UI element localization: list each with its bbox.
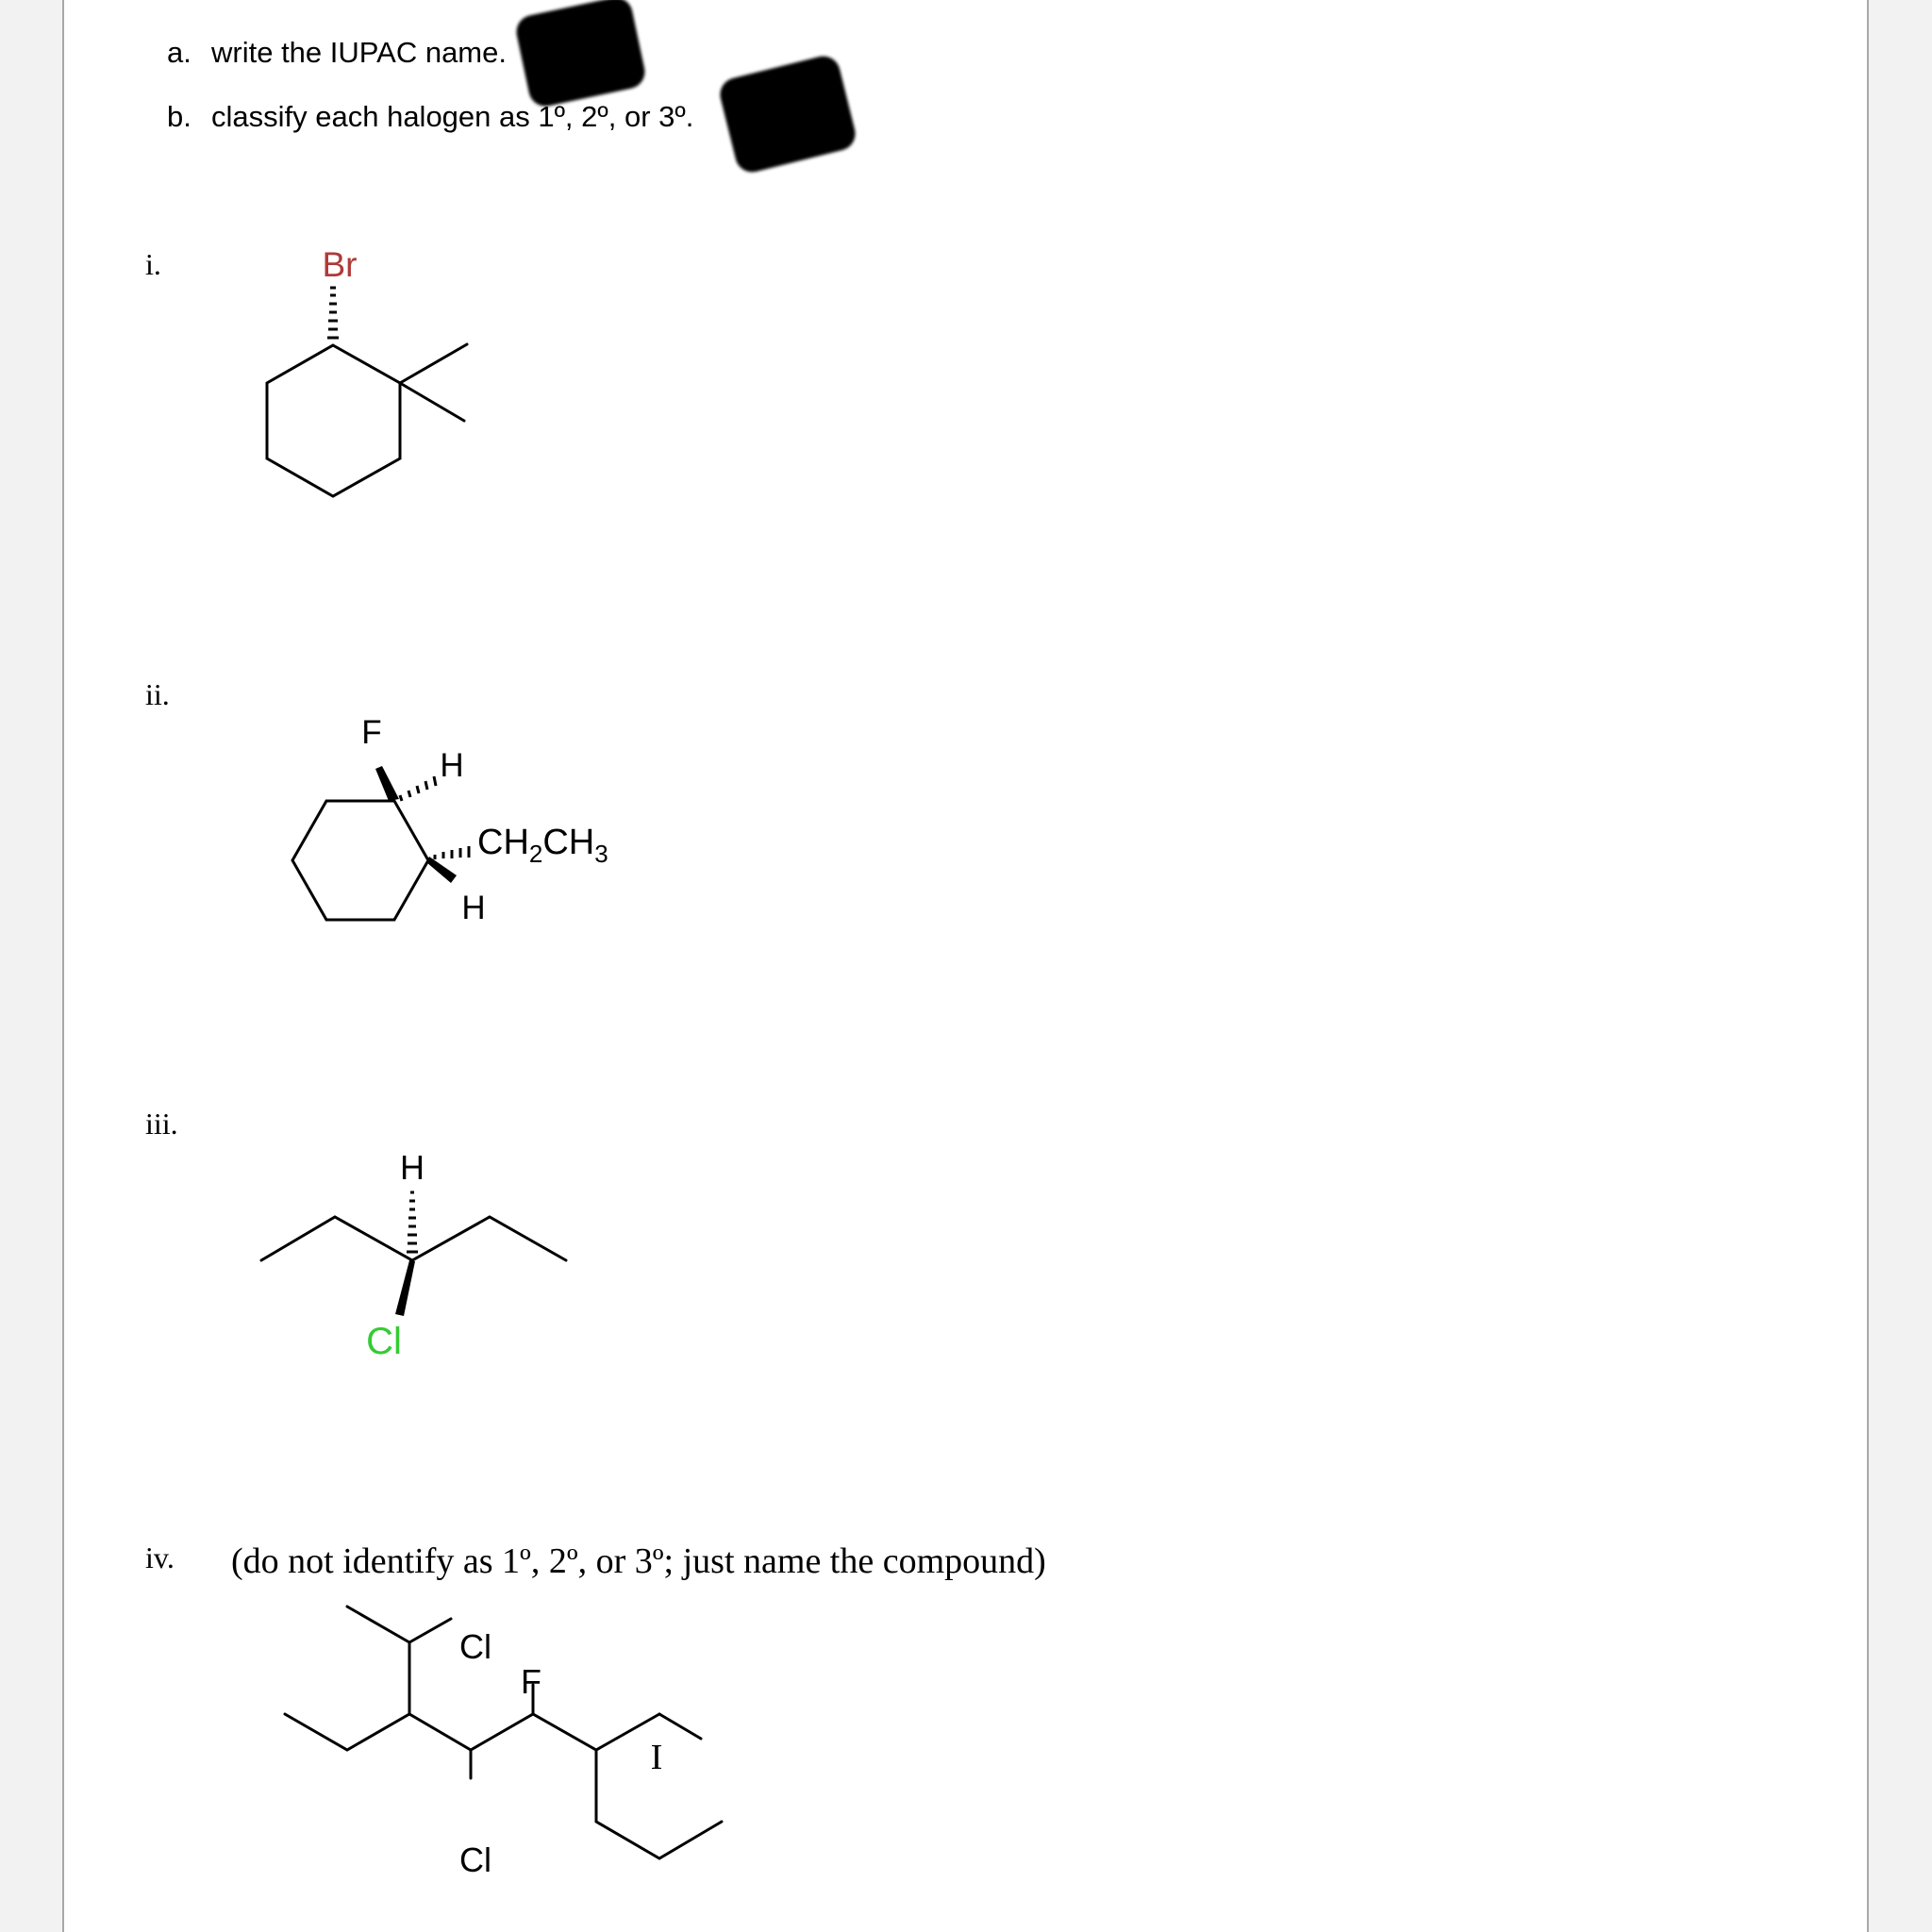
problem-number-ii: ii. [145,677,170,711]
chloro-bond-upper [409,1619,451,1642]
problem-number-iii: iii. [145,1107,178,1141]
atom-label-f: F [521,1662,541,1701]
atom-label-h: H [400,1148,425,1187]
atom-label-cl-lower: Cl [459,1840,491,1879]
problem-iv-note: (do not identify as 1º, 2º, or 3º; just name the compound) [231,1541,1046,1581]
atom-label-cl: Cl [366,1321,402,1362]
instruction-b-text: classify each halogen as 1º, 2º, or 3º. [211,100,694,133]
atom-label-cl-upper: Cl [459,1627,491,1666]
atom-label-h-lower: H [461,890,486,926]
problem-number-i: i. [145,247,161,281]
problem-number-iv: iv. [145,1541,175,1574]
isopropyl-methyl [347,1607,409,1642]
atom-label-f: F [361,714,382,751]
instruction-a-text: write the IUPAC name. [211,36,507,69]
instruction-b-letter: b. [167,100,192,133]
iodo-bond [659,1714,701,1739]
instruction-a-letter: a. [167,36,192,69]
atom-label-h-upper: H [440,747,464,784]
main-chain [285,1714,659,1750]
atom-label-br: Br [322,245,358,284]
atom-label-ethyl: $CH_2CH_3$ [477,823,608,868]
atom-label-i: I [650,1738,663,1777]
